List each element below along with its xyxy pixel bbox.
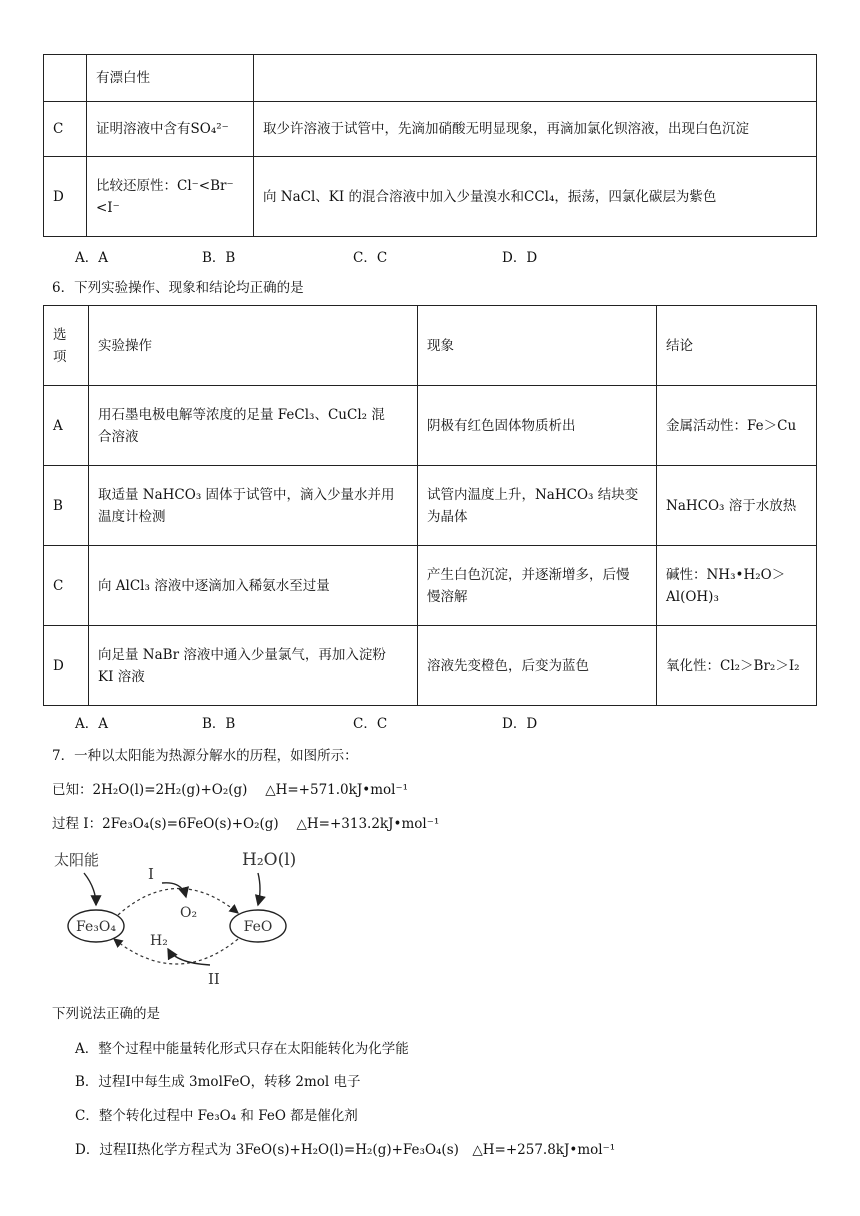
q5-claim: 有漂白性 — [87, 55, 254, 102]
q7-choice-c[interactable]: C．整个转化过程中 Fe₃O₄ 和 FeO 都是催化剂 — [75, 1108, 358, 1124]
process-ii-label: II — [208, 970, 220, 988]
q6-letter: A — [44, 386, 89, 466]
fe3o4-label: Fe₃O₄ — [76, 919, 116, 935]
q5-claim-cell — [87, 157, 254, 237]
q6-phenomenon — [418, 466, 657, 546]
q6-phenomenon — [418, 626, 657, 706]
q6-option-d[interactable]: D．D — [502, 716, 538, 732]
q6-ph-line1: 试管内温度上升，NaHCO₃ 结块变 — [427, 486, 639, 503]
q5-table — [43, 54, 817, 237]
q6-operation — [89, 546, 418, 626]
q5-option-c[interactable]: C．C — [353, 250, 388, 266]
q6-operation — [89, 466, 418, 546]
q6-op-line2: 合溶液 — [98, 428, 139, 445]
q5-row-c — [44, 102, 817, 157]
q6-con-line2: Al(OH)₃ — [666, 588, 719, 605]
q5-option-b[interactable]: B．B — [202, 250, 236, 266]
water-label: H₂O(l) — [242, 850, 297, 870]
q6-letter: D — [44, 626, 89, 706]
q6-ph-line1: 产生白色沉淀，并逐渐增多，后慢 — [427, 566, 630, 583]
q7-stem: 7．一种以太阳能为热源分解水的历程，如图所示： — [52, 748, 358, 764]
q6-op-line1: 取适量 NaHCO₃ 固体于试管中，滴入少量水并用 — [98, 486, 395, 503]
q6-phenomenon — [418, 386, 657, 466]
process-i-arc — [118, 888, 238, 915]
q5-letter — [44, 55, 87, 102]
q6-letter: B — [44, 466, 89, 546]
q6-header-col1-line1: 选 — [53, 326, 67, 343]
q6-con-line1: 氧化性：Cl₂＞Br₂＞I₂ — [666, 657, 800, 674]
q7-choice-b[interactable]: B．过程I中每生成 3molFeO，转移 2mol 电子 — [75, 1074, 361, 1090]
q6-ph-line1: 溶液先变橙色，后变为蓝色 — [427, 657, 589, 674]
q6-row-c — [44, 546, 817, 626]
q6-op-line2: KI 溶液 — [98, 668, 145, 685]
q7-process1: 过程 I：2Fe₃O₄(s)=6FeO(s)+O₂(g) △H=+313.2kJ•mol⁻¹ — [52, 816, 440, 832]
q7-known: 已知：2H₂O(l)=2H₂(g)+O₂(g) △H=+571.0kJ•mol⁻¹ — [52, 782, 408, 798]
h2-label: H₂ — [150, 933, 168, 949]
q5-letter: C — [44, 102, 87, 157]
q5-operation: 取少许溶液于试管中，先滴加硝酸无明显现象，再滴加氯化钡溶液，出现白色沉淀 — [254, 102, 817, 157]
q6-operation — [89, 386, 418, 466]
q6-op-line1: 用石墨电极电解等浓度的足量 FeCl₃、CuCl₂ 混 — [98, 406, 385, 423]
q6-header-col4: 结论 — [657, 306, 817, 386]
q6-op-line2: 温度计检测 — [98, 508, 166, 525]
q6-header-row — [44, 306, 817, 386]
sun-label: 太阳能 — [54, 851, 100, 869]
q6-table — [43, 305, 817, 706]
sun-arrow — [84, 873, 96, 905]
q6-row-b — [44, 466, 817, 546]
q5-operation — [254, 55, 817, 102]
o2-label: O₂ — [180, 905, 198, 921]
q6-letter: C — [44, 546, 89, 626]
q5-option-d[interactable]: D．D — [502, 250, 538, 266]
q7-choice-a[interactable]: A．整个过程中能量转化形式只存在太阳能转化为化学能 — [75, 1041, 409, 1057]
q5-claim: 证明溶液中含有SO₄²⁻ — [87, 102, 254, 157]
q6-conclusion — [657, 546, 817, 626]
q6-op-line1: 向足量 NaBr 溶液中通入少量氯气，再加入淀粉 — [98, 646, 386, 663]
q6-header-col1-line2: 项 — [53, 348, 67, 365]
q7-choice-d[interactable]: D．过程II热化学方程式为 3FeO(s)+H₂O(l)=H₂(g)+Fe₃O₄(s) △H=+257.8kJ•mol⁻¹ — [75, 1142, 616, 1158]
q6-con-line1: 金属活动性：Fe＞Cu — [666, 417, 797, 434]
h2-arrow — [168, 949, 210, 965]
q6-header-col3: 现象 — [418, 306, 657, 386]
q6-stem: 6．下列实验操作、现象和结论均正确的是 — [52, 280, 304, 296]
q5-option-a[interactable]: A．A — [75, 250, 108, 266]
feo-label: FeO — [243, 919, 273, 935]
q5-options — [0, 246, 860, 266]
q5-claim-line2: <I⁻ — [96, 199, 120, 216]
q6-con-line1: 碱性：NH₃•H₂O＞ — [666, 566, 786, 583]
q5-row-continued — [44, 55, 817, 102]
q6-option-a[interactable]: A．A — [75, 716, 108, 732]
q6-op-line1: 向 AlCl₃ 溶液中逐滴加入稀氨水至过量 — [98, 577, 330, 594]
q6-row-a — [44, 386, 817, 466]
water-arrow — [258, 873, 260, 905]
q6-ph-line2: 慢溶解 — [427, 588, 468, 605]
q6-header-col2: 实验操作 — [89, 306, 418, 386]
q6-options — [0, 712, 860, 732]
q6-header-col1 — [44, 306, 89, 386]
q6-ph-line1: 阴极有红色固体物质析出 — [427, 417, 576, 434]
q6-option-b[interactable]: B．B — [202, 716, 236, 732]
q6-phenomenon — [418, 546, 657, 626]
q7-cycle-diagram — [52, 843, 312, 993]
q5-letter: D — [44, 157, 87, 237]
q6-ph-line2: 为晶体 — [427, 508, 468, 525]
q6-operation — [89, 626, 418, 706]
q5-claim-line1: 比较还原性：Cl⁻<Br⁻ — [96, 177, 234, 194]
process-i-label: I — [148, 865, 154, 883]
process-ii-arc — [114, 939, 238, 964]
q6-row-d — [44, 626, 817, 706]
q6-conclusion — [657, 386, 817, 466]
q6-conclusion — [657, 466, 817, 546]
q6-con-line1: NaHCO₃ 溶于水放热 — [666, 497, 797, 514]
q7-prompt: 下列说法正确的是 — [52, 1006, 160, 1022]
q5-operation: 向 NaCl、KI 的混合溶液中加入少量溴水和CCl₄，振荡，四氯化碳层为紫色 — [254, 157, 817, 237]
q6-option-c[interactable]: C．C — [353, 716, 388, 732]
q5-row-d — [44, 157, 817, 237]
q6-conclusion — [657, 626, 817, 706]
